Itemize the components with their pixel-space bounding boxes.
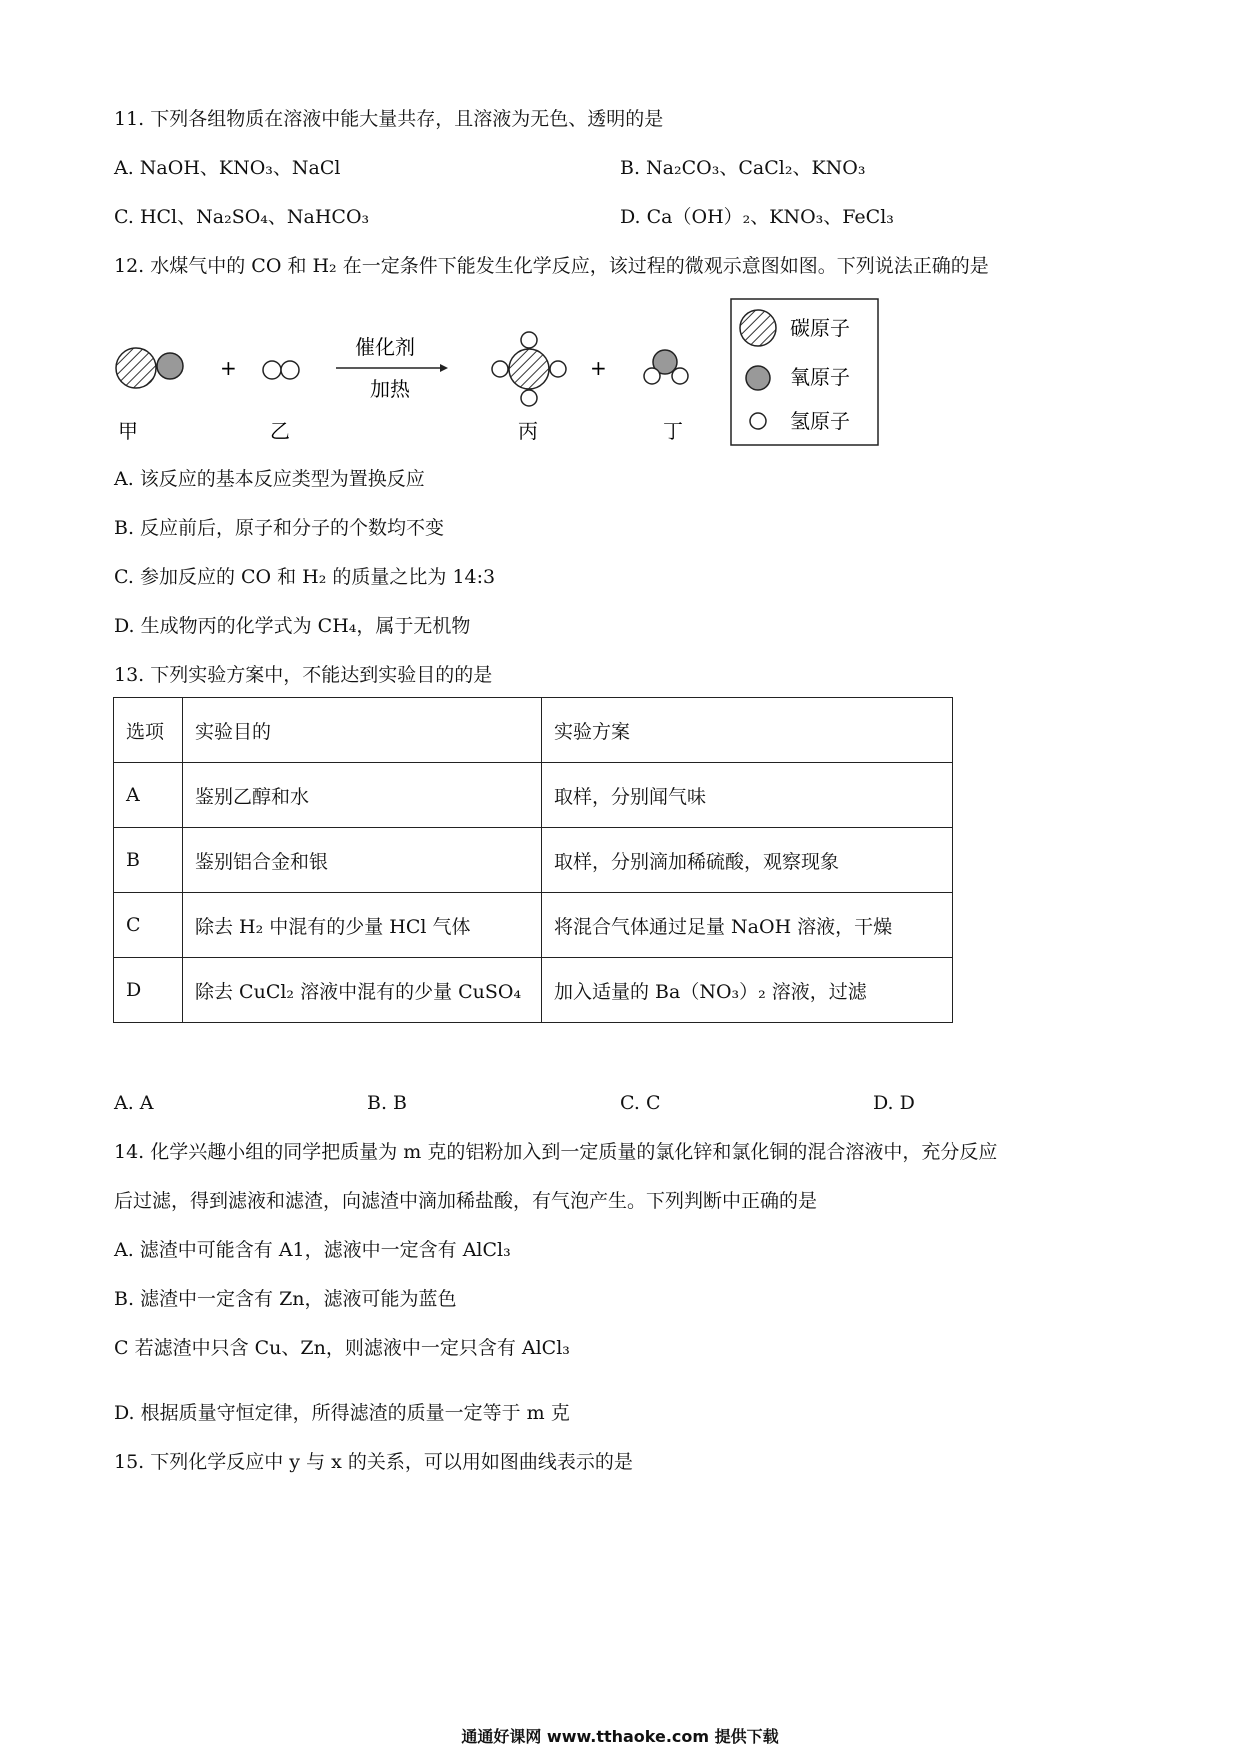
table-cell: B [114,828,183,893]
q12-option-d: D. 生成物丙的化学式为 CH₄，属于无机物 [114,615,471,637]
table-row [114,763,953,828]
condition-catalyst: 催化剂 [355,335,415,359]
q14-option-a: A. 滤渣中可能含有 A1，滤液中一定含有 AlCl₃ [114,1239,511,1261]
molecule-jia-co [116,348,183,388]
table-header: 选项 [114,698,183,763]
table-row [114,958,953,1023]
condition-heat: 加热 [370,377,410,401]
q11-option-a: A. NaOH、KNO₃、NaCl [114,157,341,179]
page-footer: 通通好课网 www.tthaoke.com 提供下载 [461,1727,779,1746]
q14-option-b: B. 滤渣中一定含有 Zn，滤液可能为蓝色 [114,1288,457,1310]
table-cell: A [114,763,183,828]
q13-option-a: A. A [114,1092,154,1114]
q14-option-c: C 若滤渣中只含 Cu、Zn，则滤液中一定只含有 AlCl₃ [114,1337,570,1359]
molecule-yi-h2 [263,361,299,379]
table-cell: 取样，分别闻气味 [542,763,953,828]
reaction-diagram [100,292,900,452]
legend-hydrogen: 氢原子 [790,409,850,433]
q12-option-a: A. 该反应的基本反应类型为置换反应 [114,468,425,490]
plus-sign-2: + [590,356,607,380]
table-cell: 鉴别乙醇和水 [183,763,542,828]
q12-option-b: B. 反应前后，原子和分子的个数均不变 [114,517,445,539]
table-cell: 取样，分别滴加稀硫酸，观察现象 [542,828,953,893]
label-jia: 甲 [118,419,138,443]
label-bing: 丙 [518,419,538,443]
q11-stem: 11. 下列各组物质在溶液中能大量共存，且溶液为无色、透明的是 [114,108,664,130]
q14-stem-line2: 后过滤，得到滤液和滤渣，向滤渣中滴加稀盐酸，有气泡产生。下列判断中正确的是 [114,1190,818,1212]
molecule-bing-ch4 [492,332,566,406]
label-ding: 丁 [663,419,683,443]
q13-option-d: D. D [873,1092,915,1114]
table-row [114,828,953,893]
table-cell: 鉴别铝合金和银 [183,828,542,893]
q11-option-d: D. Ca（OH）₂、KNO₃、FeCl₃ [620,206,894,228]
table-cell: 除去 CuCl₂ 溶液中混有的少量 CuSO₄ [183,958,542,1023]
q12-option-c: C. 参加反应的 CO 和 H₂ 的质量之比为 14:3 [114,566,496,588]
q12-stem: 12. 水煤气中的 CO 和 H₂ 在一定条件下能发生化学反应，该过程的微观示意图如图。下列说法正确的是 [114,255,989,277]
q14-option-d: D. 根据质量守恒定律，所得滤渣的质量一定等于 m 克 [114,1402,570,1424]
table-cell: 加入适量的 Ba（NO₃）₂ 溶液，过滤 [542,958,953,1023]
q13-option-b: B. B [367,1092,408,1114]
table-row [114,893,953,958]
table-header-row [114,698,953,763]
q13-stem: 13. 下列实验方案中，不能达到实验目的的是 [114,664,493,686]
q15-stem: 15. 下列化学反应中 y 与 x 的关系，可以用如图曲线表示的是 [114,1451,633,1473]
diagram-legend [731,299,878,445]
experiment-table [113,697,953,1023]
molecule-ding-h2o [644,350,688,384]
table-header: 实验目的 [183,698,542,763]
q11-option-b: B. Na₂CO₃、CaCl₂、KNO₃ [620,157,866,179]
q14-stem-line1: 14. 化学兴趣小组的同学把质量为 m 克的铝粉加入到一定质量的氯化锌和氯化铜的混合溶液中，充分反应 [114,1141,998,1163]
table-header: 实验方案 [542,698,953,763]
table-cell: D [114,958,183,1023]
table-cell: C [114,893,183,958]
table-cell: 将混合气体通过足量 NaOH 溶液，干燥 [542,893,953,958]
legend-carbon: 碳原子 [790,316,850,340]
plus-sign-1: + [220,356,237,380]
q13-option-c: C. C [620,1092,661,1114]
label-yi: 乙 [270,419,290,443]
table-cell: 除去 H₂ 中混有的少量 HCl 气体 [183,893,542,958]
q11-option-c: C. HCl、Na₂SO₄、NaHCO₃ [114,206,370,228]
legend-oxygen: 氧原子 [790,365,850,389]
